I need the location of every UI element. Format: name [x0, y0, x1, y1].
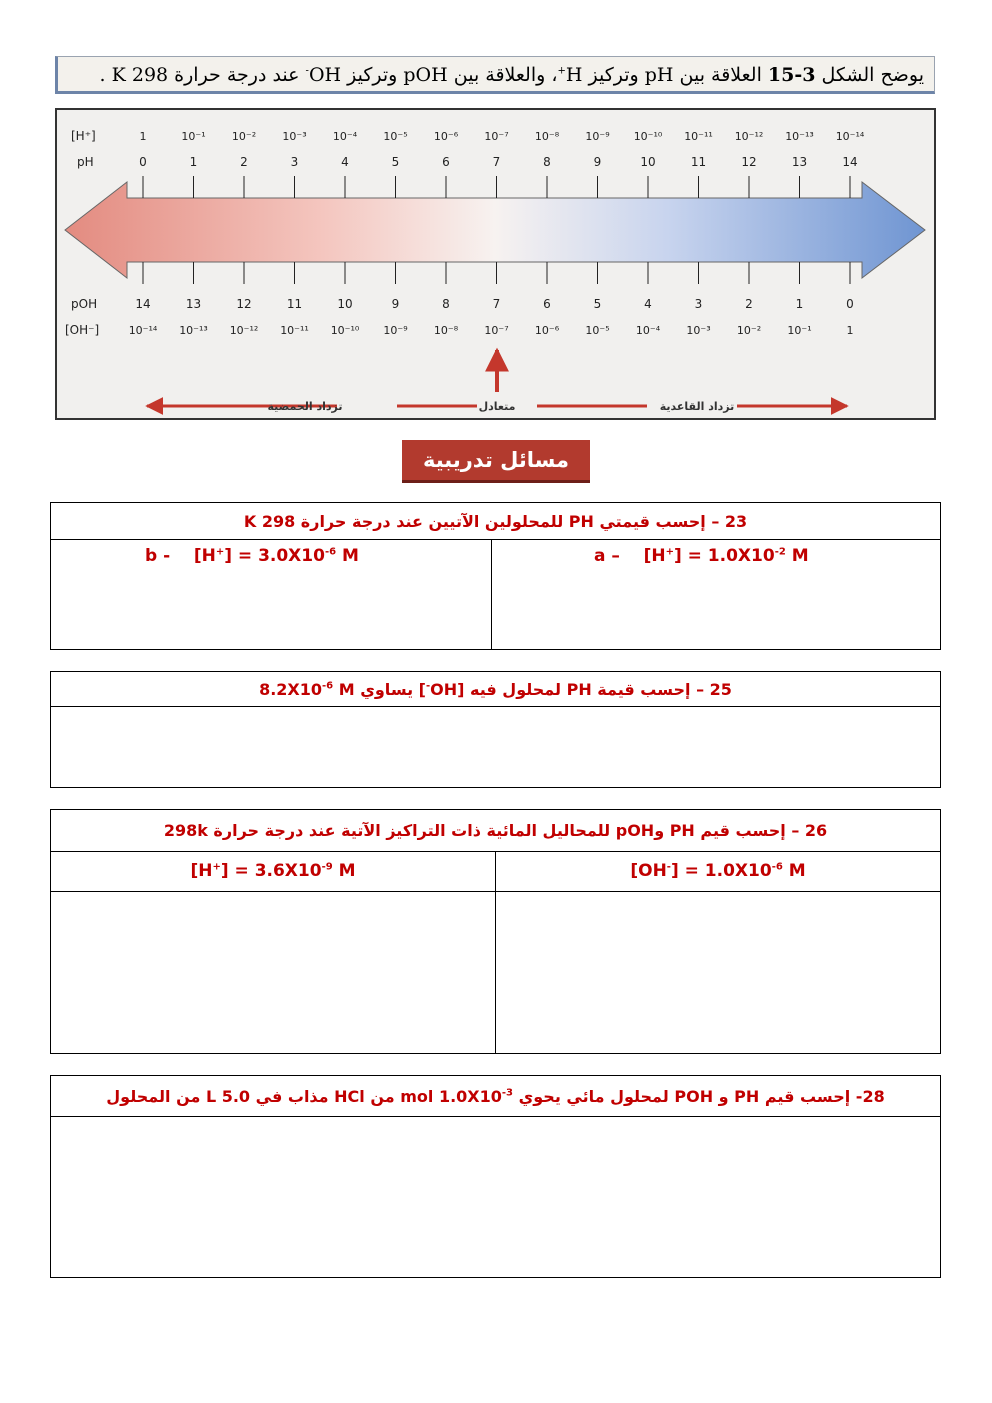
ph-scale-figure — [55, 108, 936, 420]
oh-conc-label: 10⁻¹² — [229, 324, 259, 337]
oh-conc-label: 10⁻¹⁴ — [128, 324, 158, 337]
oh-conc-label: 1 — [846, 324, 854, 337]
row-label-oh: [OH⁻] — [65, 323, 100, 337]
oh-conc-label: 10⁻⁴ — [635, 324, 661, 337]
caption-figure-number: 3-15 — [767, 64, 816, 86]
oh-conc-label: 10⁻¹¹ — [280, 324, 309, 337]
ph-value-label: 9 — [593, 155, 602, 169]
poh-value-label: 7 — [492, 297, 501, 311]
h-conc-label: 10⁻¹⁰ — [633, 130, 663, 143]
ph-value-label: 3 — [290, 155, 299, 169]
caption-text-a: العلاقة بين pH وتركيز H — [565, 64, 762, 86]
ph-value-label: 12 — [741, 155, 757, 169]
h-conc-label: 10⁻⁹ — [585, 130, 610, 143]
h-conc-label: 10⁻¹¹ — [684, 130, 713, 143]
h-conc-label: 10⁻⁴ — [332, 130, 358, 143]
poh-value-label: 14 — [135, 297, 151, 311]
oh-conc-label: 10⁻⁹ — [383, 324, 408, 337]
ph-value-label: 14 — [842, 155, 858, 169]
figure-caption: يوضح الشكل 3-15 العلاقة بين pH وتركيز H+، والعلاقة بين pOH وتركيز OH- عند درجة حرارة 298 K . — [55, 56, 935, 94]
poh-value-label: 6 — [543, 297, 551, 311]
poh-value-label: 12 — [236, 297, 252, 311]
poh-value-label: 11 — [286, 297, 303, 311]
ph-value-label: 8 — [543, 155, 551, 169]
poh-value-label: 9 — [391, 297, 400, 311]
oh-conc-label: 10⁻⁸ — [433, 324, 459, 337]
caption-text-b: ، والعلاقة بين pOH وتركيز OH — [308, 64, 558, 86]
q26-answer-space-left — [51, 892, 496, 1054]
poh-value-label: 10 — [337, 297, 353, 311]
question-25-title: 25 – إحسب قيمة PH لمحلول فيه [OH-] يساوي $8.2X10^{-6}$ M — [51, 672, 940, 707]
poh-value-label: 4 — [644, 297, 652, 311]
h-conc-label: 10⁻⁵ — [383, 130, 408, 143]
oh-conc-label: 10⁻⁷ — [484, 324, 509, 337]
ph-value-label: 0 — [139, 155, 147, 169]
practice-problems-banner: مسائل تدريبية — [402, 440, 590, 480]
oh-conc-label: 10⁻¹³ — [179, 324, 208, 337]
ph-value-label: 2 — [240, 155, 248, 169]
ph-value-label: 7 — [492, 155, 501, 169]
poh-value-label: 5 — [593, 297, 602, 311]
poh-value-label: 0 — [846, 297, 854, 311]
h-conc-label: 10⁻⁸ — [534, 130, 560, 143]
row-label-ph: pH — [77, 155, 94, 169]
q26-oh-concentration: $[OH^-] = 1.0X10^{-6}$ M — [630, 861, 806, 881]
q23-part-a: a – $[H^+] = 1.0X10^{-2}$ M — [594, 546, 809, 566]
ph-scale-svg — [57, 110, 934, 418]
poh-value-label: 3 — [694, 297, 703, 311]
base-label: تزداد القاعدية — [659, 400, 735, 413]
poh-value-label: 13 — [185, 297, 202, 311]
poh-value-label: 2 — [745, 297, 753, 311]
row-label-poh: pOH — [71, 297, 98, 311]
ph-value-label: 11 — [690, 155, 707, 169]
oh-conc-label: 10⁻⁵ — [585, 324, 610, 337]
h-conc-label: 1 — [139, 130, 147, 143]
ph-value-label: 13 — [791, 155, 808, 169]
q23-part-b: b - $[H^+] = 3.0X10^{-6}$ M — [51, 540, 492, 649]
caption-prefix: يوضح الشكل — [821, 64, 924, 86]
question-23 — [50, 502, 941, 650]
h-conc-label: 10⁻³ — [282, 130, 307, 143]
ph-value-label: 5 — [391, 155, 400, 169]
h-conc-label: 10⁻¹⁴ — [835, 130, 865, 143]
q26-answer-space-right — [496, 892, 940, 1054]
ph-value-label: 6 — [442, 155, 450, 169]
q26-h-concentration: $[H^+] = 3.6X10^{-9}$ M — [51, 852, 496, 891]
h-conc-label: 10⁻² — [231, 130, 257, 143]
oh-conc-label: 10⁻³ — [686, 324, 711, 337]
h-conc-label: 10⁻¹³ — [785, 130, 814, 143]
question-26-title: 26 – إحسب قيم PH وpOH للمحاليل المائية ذات التراكيز الآتية عند درجة حرارة 298k — [51, 810, 940, 852]
h-conc-label: 10⁻¹² — [734, 130, 764, 143]
row-label-h: [H⁺] — [71, 129, 96, 143]
question-25 — [50, 671, 941, 788]
question-28 — [50, 1075, 941, 1278]
caption-text-c: عند درجة حرارة 298 K . — [99, 64, 306, 86]
oh-conc-label: 10⁻² — [736, 324, 762, 337]
h-conc-label: 10⁻¹ — [181, 130, 206, 143]
oh-conc-label: 10⁻¹ — [787, 324, 812, 337]
h-conc-label: 10⁻⁷ — [484, 130, 509, 143]
ph-value-label: 10 — [640, 155, 656, 169]
question-26 — [50, 809, 941, 1054]
question-28-title: 28- إحسب قيم PH و POH لمحلول مائي يحوي mol $1.0X10^{-3}$ من HCl مذاب في 5.0 L من المحلول — [51, 1076, 940, 1117]
acid-label: تزداد الحمضية — [267, 400, 343, 413]
oh-conc-label: 10⁻¹⁰ — [330, 324, 360, 337]
neutral-label: متعادل — [478, 400, 516, 413]
poh-value-label: 1 — [795, 297, 804, 311]
ph-value-label: 4 — [341, 155, 349, 169]
h-conc-label: 10⁻⁶ — [433, 130, 459, 143]
oh-conc-label: 10⁻⁶ — [534, 324, 560, 337]
poh-value-label: 8 — [442, 297, 450, 311]
question-23-title: 23 – إحسب قيمتي PH للمحلولين الآتيين عند درجة حرارة 298 K — [51, 503, 940, 540]
ph-value-label: 1 — [189, 155, 198, 169]
